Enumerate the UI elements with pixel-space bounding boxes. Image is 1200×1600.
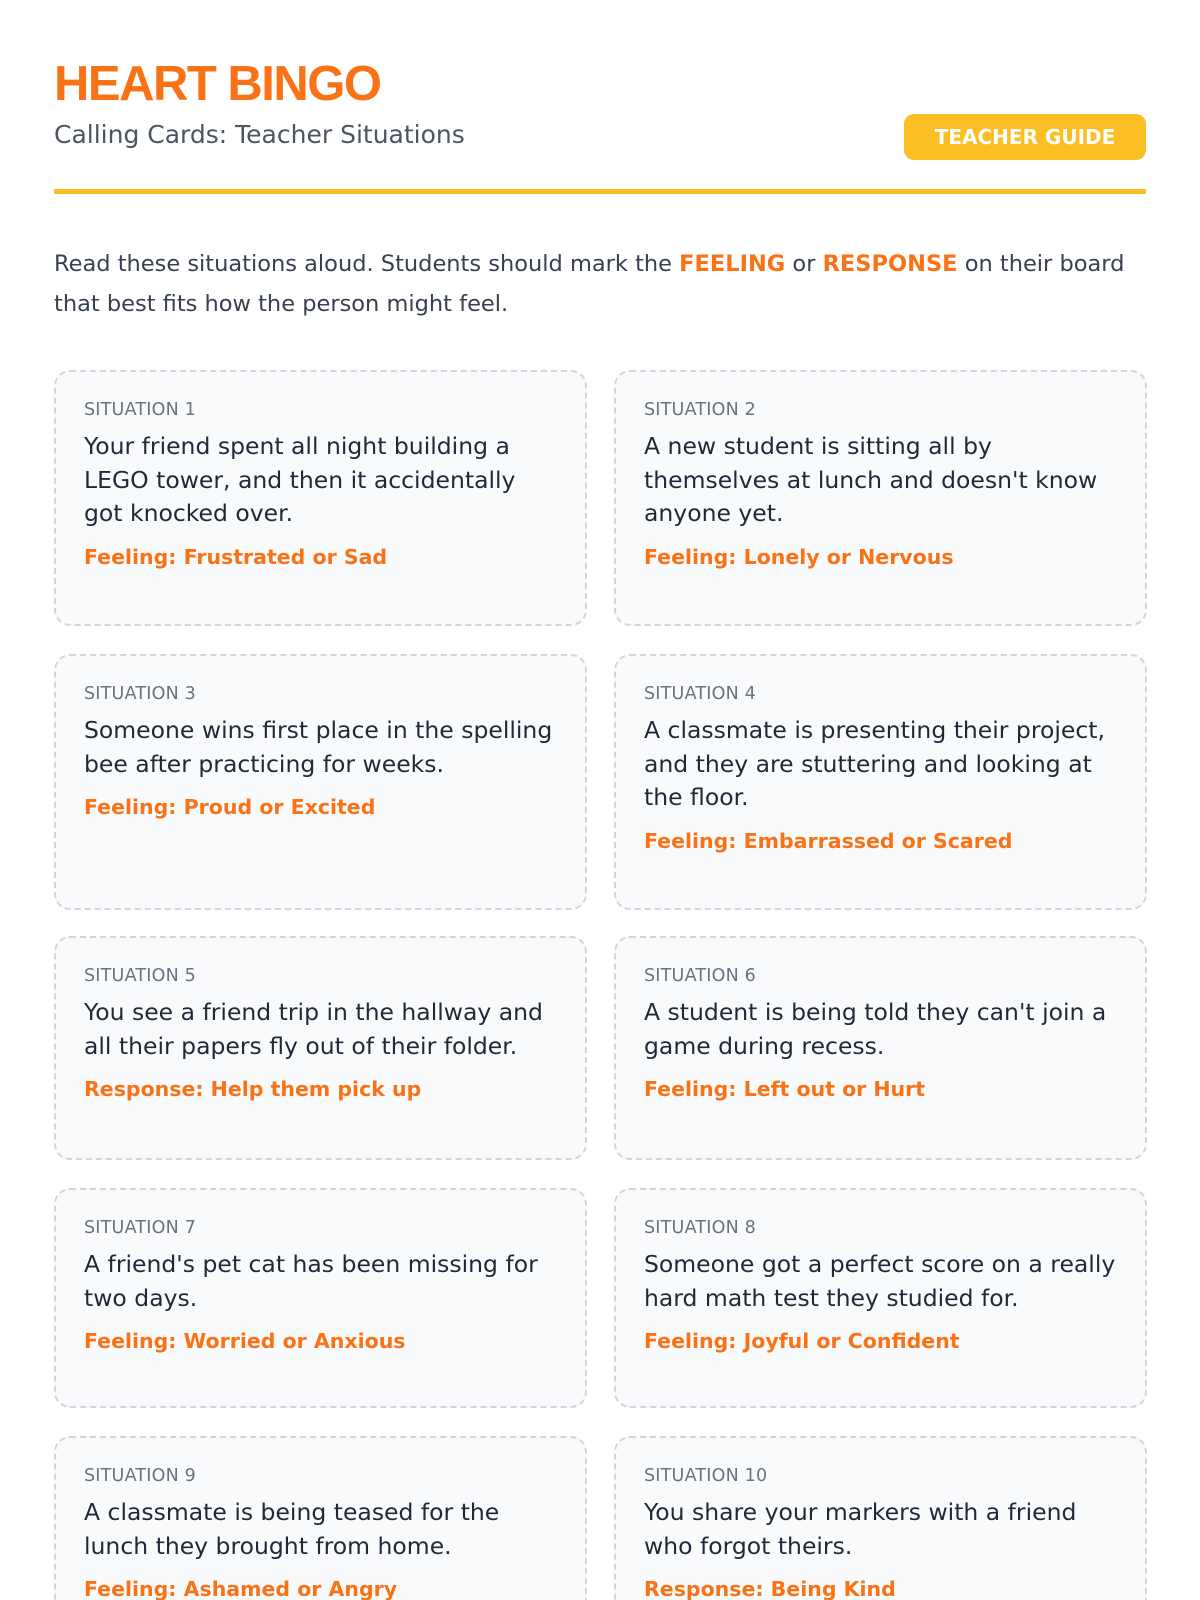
situation-text: Your friend spent all night building a LEGO tower, and then it accidentally got knocked over. <box>84 432 516 527</box>
situation-text: Someone got a perfect score on a really hard math test they studied for. <box>644 1250 1116 1312</box>
situation-text: Someone wins first place in the spelling bee after practicing for weeks. <box>84 716 553 778</box>
situation-answer: Feeling: Embarrassed or Scared <box>644 828 1013 853</box>
situation-label: SITUATION 2 <box>644 400 756 420</box>
situation-card <box>614 1188 1147 1408</box>
situation-text: A classmate is being teased for the lunch they brought from home. <box>84 1498 500 1560</box>
situation-label: SITUATION 4 <box>644 684 756 704</box>
situation-label: SITUATION 7 <box>84 1218 196 1238</box>
page-subtitle: Calling Cards: Teacher Situations <box>54 120 465 149</box>
instructions-text-2: or <box>785 251 823 277</box>
page-title: HEART BINGO <box>54 57 381 111</box>
situation-card <box>614 370 1147 626</box>
header <box>54 0 1146 194</box>
situation-label: SITUATION 5 <box>84 966 196 986</box>
instructions-text-3: on their board that best fits how the person might feel. <box>54 251 1125 317</box>
situation-card <box>54 1436 587 1600</box>
situation-text: A new student is sitting all by themselves at lunch and doesn't know anyone yet. <box>644 432 1098 527</box>
situation-label: SITUATION 9 <box>84 1466 196 1486</box>
feeling-keyword: FEELING <box>679 251 786 277</box>
situation-card <box>54 654 587 910</box>
situation-label: SITUATION 8 <box>644 1218 756 1238</box>
instructions-text-1: Read these situations aloud. Students should mark the <box>54 251 680 277</box>
situation-text: A student is being told they can't join a game during recess. <box>644 998 1107 1060</box>
situation-label: SITUATION 3 <box>84 684 196 704</box>
situation-answer: Feeling: Joyful or Confident <box>644 1329 960 1353</box>
situation-label: SITUATION 1 <box>84 400 196 420</box>
instructions <box>54 244 1146 324</box>
situation-answer: Feeling: Proud or Excited <box>84 795 376 819</box>
situation-card <box>54 1188 587 1408</box>
situation-text: You share your markers with a friend who forgot theirs. <box>644 1498 1077 1560</box>
situation-label: SITUATION 10 <box>644 1466 768 1486</box>
situation-card <box>54 936 587 1160</box>
situation-answer: Feeling: Frustrated or Sad <box>84 544 388 569</box>
situation-card <box>614 936 1147 1160</box>
situation-text: You see a friend trip in the hallway and all their papers fly out of their folder. <box>84 998 543 1060</box>
situation-answer: Response: Being Kind <box>644 1577 896 1600</box>
situation-answer: Feeling: Lonely or Nervous <box>644 544 954 569</box>
situation-text: A friend's pet cat has been missing for two days. <box>84 1250 538 1312</box>
teacher-guide-badge: TEACHER GUIDE <box>904 114 1146 160</box>
situation-answer: Feeling: Left out or Hurt <box>644 1077 926 1101</box>
situation-answer: Response: Help them pick up <box>84 1077 422 1101</box>
situation-card <box>614 654 1147 910</box>
situation-label: SITUATION 6 <box>644 966 756 986</box>
situation-card <box>54 370 587 626</box>
situation-answer: Feeling: Worried or Anxious <box>84 1329 406 1353</box>
situation-card <box>614 1436 1147 1600</box>
response-keyword: RESPONSE <box>822 251 958 277</box>
situation-answer: Feeling: Ashamed or Angry <box>84 1577 398 1600</box>
situation-text: A classmate is presenting their project, and they are stuttering and looking at the floor. <box>644 716 1105 811</box>
situation-grid <box>54 370 1146 1600</box>
